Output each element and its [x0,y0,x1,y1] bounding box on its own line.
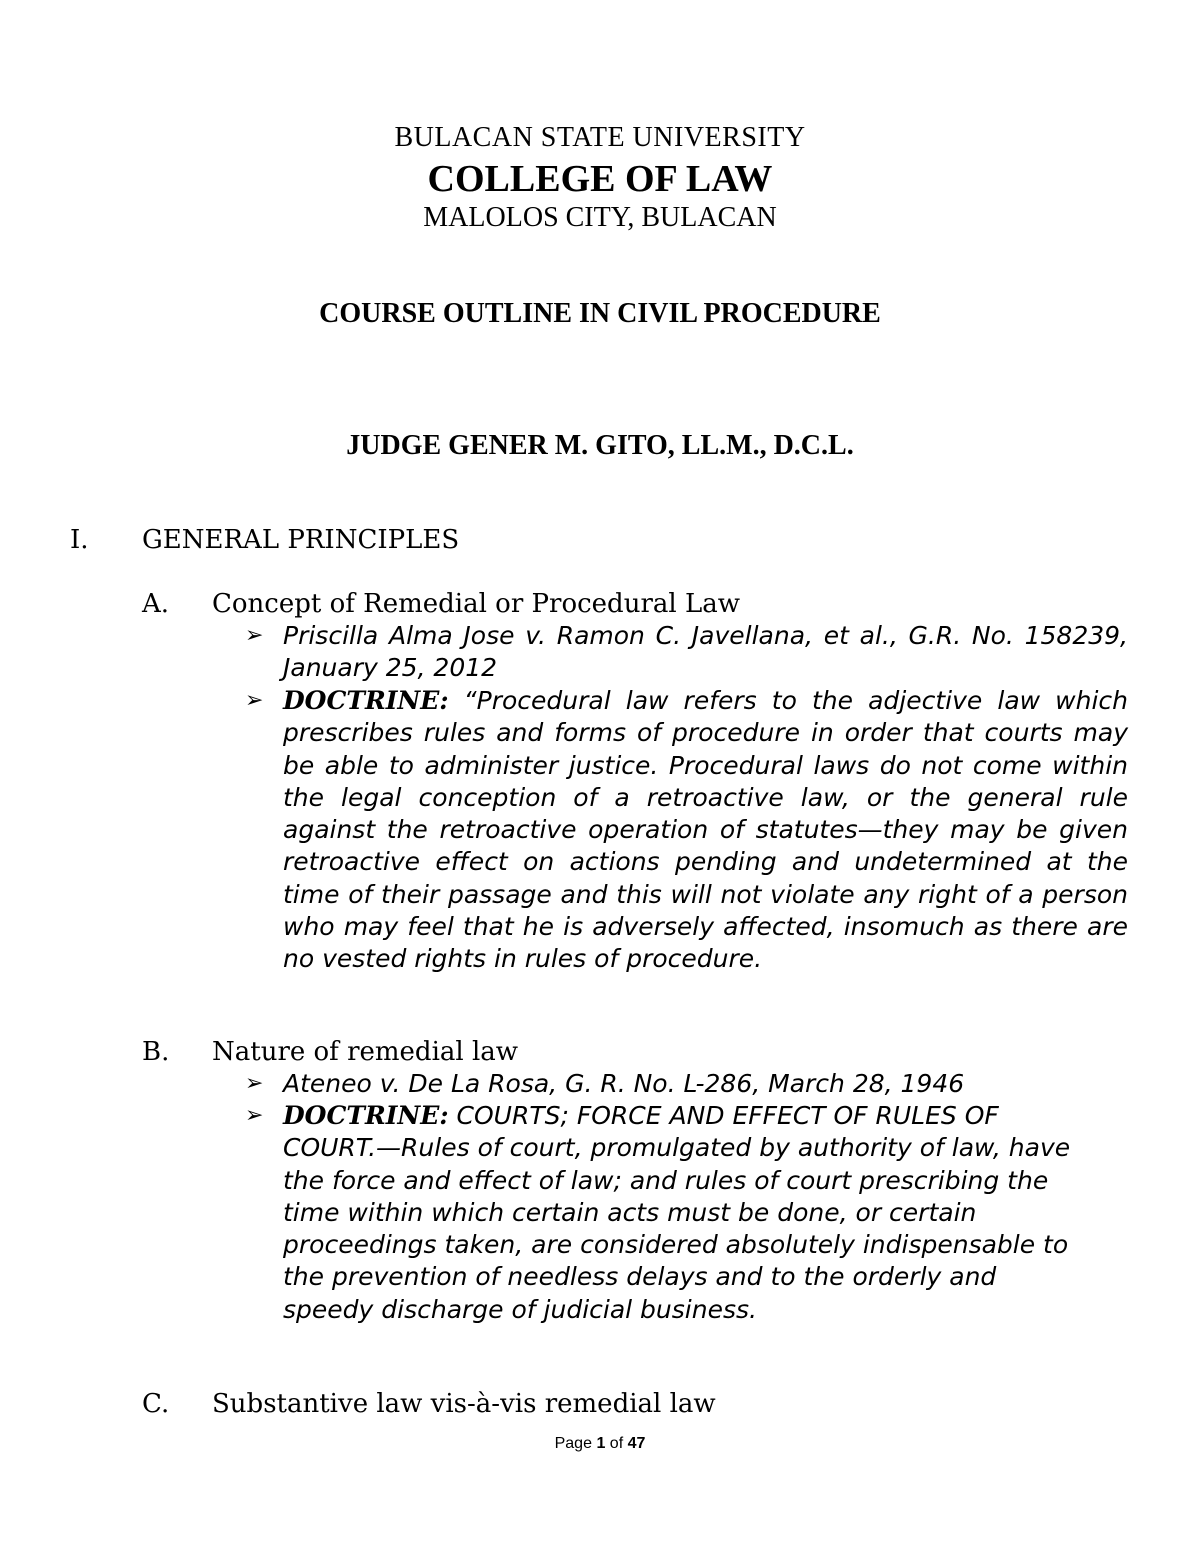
doctrine-label: DOCTRINE: [283,1101,449,1130]
subsection-title-c: Substantive law vis-à-vis remedial law [212,1389,716,1419]
university-name: BULACAN STATE UNIVERSITY [394,122,806,153]
arrow-bullet-icon: ➢ [245,688,264,713]
subsection-letter-b: B. [142,1037,170,1067]
course-title: COURSE OUTLINE IN CIVIL PROCEDURE [319,298,881,329]
college-name: COLLEGE OF LAW [427,158,773,200]
arrow-bullet-icon: ➢ [245,1103,264,1128]
doctrine-label: DOCTRINE: [283,686,449,715]
total-pages-number: 47 [627,1435,646,1452]
doctrine-b [283,1100,1088,1326]
subsection-letter-c: C. [142,1389,170,1419]
page-footer [0,1434,1200,1454]
section-title: GENERAL PRINCIPLES [142,525,460,555]
current-page-number: 1 [596,1435,606,1452]
doctrine-a [283,685,1128,976]
subsection-letter-a: A. [142,589,170,619]
city-name: MALOLOS CITY, BULACAN [423,202,777,233]
of-word: of [609,1435,624,1452]
instructor-name: JUDGE GENER M. GITO, LL.M., D.C.L. [346,430,854,461]
subsection-title-a: Concept of Remedial or Procedural Law [212,589,740,619]
section-number: I. [70,525,89,555]
page-word: Page [554,1435,592,1452]
arrow-bullet-icon: ➢ [245,623,264,648]
arrow-bullet-icon: ➢ [245,1071,264,1096]
doctrine-text: COURTS; FORCE AND EFFECT OF RULES OF COURT.—Rules of court, promulgated by authority of law, have the force and effect of law; and rules of court prescribing the time within which certain acts must be done, or certain proceedings taken, are considered absolutely indispensable to the prevention of needless delays and to the orderly and speedy discharge of judicial business. [283,1101,1071,1324]
case-citation-b: Ateneo v. De La Rosa, G. R. No. L-286, March 28, 1946 [283,1069,965,1098]
doctrine-text: “Procedural law refers to the adjective law which prescribes rules and forms of procedure in order that courts may be able to administer justice. Procedural laws do not come within the legal conception of a retroactive law, or the general rule against the retroactive operation of statutes—they may be given retroactive effect on actions pending and undetermined at the time of their passage and this will not violate any right of a person who may feel that he is adversely affected, insomuch as there are no vested rights in rules of procedure. [283,686,1128,974]
subsection-title-b: Nature of remedial law [212,1037,519,1067]
case-citation-a: Priscilla Alma Jose v. Ramon C. Javellana, et al., G.R. No. 158239, January 25, 2012 [283,621,1128,683]
